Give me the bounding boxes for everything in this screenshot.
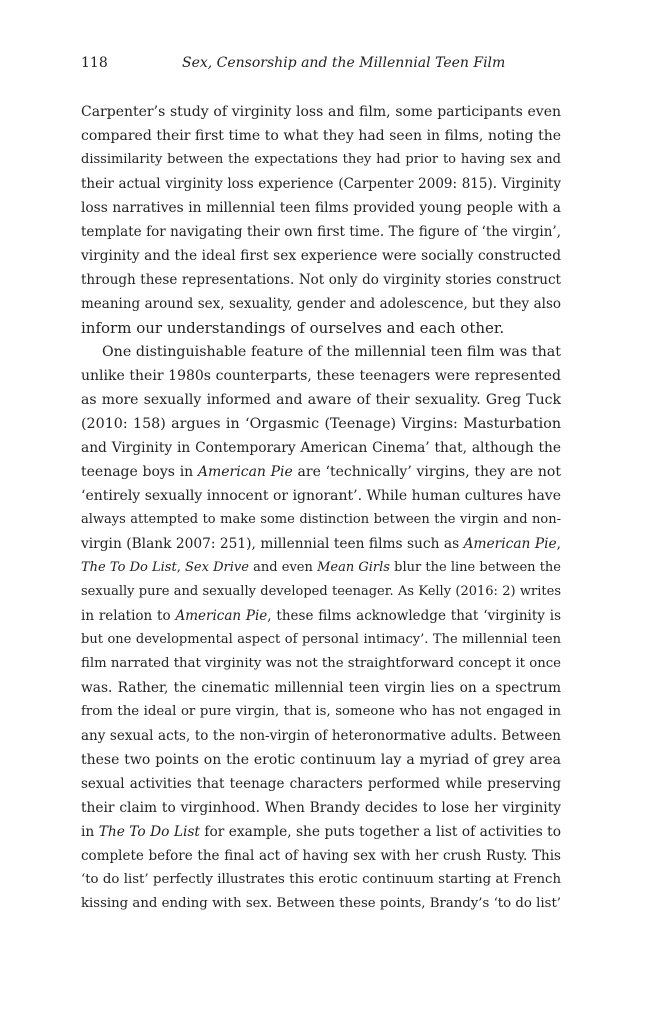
text-line (81, 388, 561, 412)
text-segment: blur the line between the (389, 560, 561, 575)
text-segment: but one developmental aspect of personal intimacy’. The millennial teen (81, 632, 561, 647)
text-segment: sexual activities that teenage characters performed while preserving (81, 776, 561, 792)
text-segment: ‘to do list’ perfectly illustrates this erotic continuum starting at French (81, 872, 561, 887)
text-line (81, 172, 561, 196)
italic-title: Sex Drive (185, 560, 249, 575)
text-line (81, 364, 561, 388)
text-segment: template for navigating their own first time. The figure of ‘the virgin’, (81, 224, 561, 240)
italic-title: American Pie (197, 464, 293, 480)
italic-title: Mean Girls (317, 560, 390, 575)
text-segment: unlike their 1980s counterparts, these teenagers were represented (81, 368, 561, 384)
text-segment: their actual virginity loss experience (Carpenter 2009: 815). Virginity (81, 176, 561, 192)
text-line (81, 460, 561, 484)
text-segment: through these representations. Not only do virginity stories construct (81, 272, 561, 288)
text-segment: and Virginity in Contemporary American Cinema’ that, although the (81, 440, 561, 456)
text-segment: , (556, 536, 561, 552)
text-line (81, 628, 561, 652)
text-line (81, 436, 561, 460)
italic-title: The To Do List (98, 824, 200, 840)
text-line (81, 244, 561, 268)
italic-title: American Pie (175, 608, 268, 624)
page-number: 118 (81, 55, 108, 71)
text-line (81, 532, 561, 556)
text-line (81, 316, 561, 340)
text-segment: meaning around sex, sexuality, gender and adolescence, but they also (81, 296, 561, 312)
text-segment: in (81, 824, 99, 840)
text-line (81, 748, 561, 772)
text-line (81, 556, 561, 580)
text-segment: inform our understandings of ourselves and each other. (81, 319, 505, 337)
text-line (81, 196, 561, 220)
text-line (81, 700, 561, 724)
text-segment: ‘entirely sexually innocent or ignorant’. While human cultures have (81, 488, 561, 504)
text-segment: virgin (Blank 2007: 251), millennial teen films such as (81, 536, 464, 552)
text-segment: virginity and the ideal first sex experience were socially constructed (81, 248, 561, 264)
text-segment: teenage boys in (81, 464, 198, 480)
text-segment: dissimilarity between the expectations they had prior to having sex and (81, 152, 561, 167)
text-line (81, 676, 561, 700)
text-line (81, 580, 561, 604)
text-line (81, 340, 561, 364)
text-line (81, 604, 561, 628)
text-segment: compared their first time to what they had seen in films, noting the (81, 128, 561, 144)
body-text (81, 100, 561, 916)
text-line (81, 148, 561, 172)
text-segment: loss narratives in millennial teen films provided young people with a (81, 200, 561, 216)
text-line (81, 868, 561, 892)
italic-title: The To Do List (81, 560, 177, 575)
text-line (81, 508, 561, 532)
text-segment: and even (248, 560, 318, 575)
text-segment: (2010: 158) argues in ‘Orgasmic (Teenage) Virgins: Masturbation (81, 416, 561, 432)
text-line (81, 412, 561, 436)
text-line (81, 652, 561, 676)
text-segment: any sexual acts, to the non-virgin of heteronormative adults. Between (81, 728, 561, 744)
text-line (81, 292, 561, 316)
text-segment: for example, she puts together a list of activities to (199, 824, 561, 840)
text-segment: film narrated that virginity was not the straightforward concept it once (81, 656, 561, 671)
text-line (81, 100, 561, 124)
running-head (81, 52, 561, 74)
italic-title: American Pie (463, 536, 557, 552)
text-segment: , (176, 560, 186, 575)
text-segment: One distinguishable feature of the millennial teen film was that (102, 344, 561, 360)
text-line (81, 772, 561, 796)
text-segment: complete before the final act of having sex with her crush Rusty. This (81, 848, 561, 864)
text-segment: was. Rather, the cinematic millennial teen virgin lies on a spectrum (81, 680, 561, 696)
text-line (81, 124, 561, 148)
paragraph (81, 100, 561, 340)
text-segment: their claim to virginhood. When Brandy decides to lose her virginity (81, 800, 561, 816)
text-line (81, 820, 561, 844)
text-line (81, 484, 561, 508)
text-segment: , these films acknowledge that ‘virginity is (267, 608, 561, 624)
paragraph (81, 340, 561, 916)
text-segment: are ‘technically’ virgins, they are not (292, 464, 561, 480)
text-line (81, 892, 561, 916)
text-line (81, 724, 561, 748)
text-segment: from the ideal or pure virgin, that is, someone who has not engaged in (81, 704, 561, 719)
text-segment: sexually pure and sexually developed teenager. As Kelly (2016: 2) writes (81, 584, 561, 599)
text-segment: kissing and ending with sex. Between these points, Brandy’s ‘to do list’ (81, 896, 561, 911)
text-segment: as more sexually informed and aware of their sexuality. Greg Tuck (81, 392, 561, 408)
text-segment: always attempted to make some distinction between the virgin and non- (81, 512, 561, 527)
text-segment: in relation to (81, 608, 176, 624)
text-line (81, 220, 561, 244)
text-line (81, 796, 561, 820)
text-segment: Carpenter’s study of virginity loss and film, some participants even (81, 104, 561, 120)
text-segment: these two points on the erotic continuum lay a myriad of grey area (81, 752, 561, 768)
running-title: Sex, Censorship and the Millennial Teen Film (182, 55, 506, 71)
text-line (81, 268, 561, 292)
text-line (81, 844, 561, 868)
